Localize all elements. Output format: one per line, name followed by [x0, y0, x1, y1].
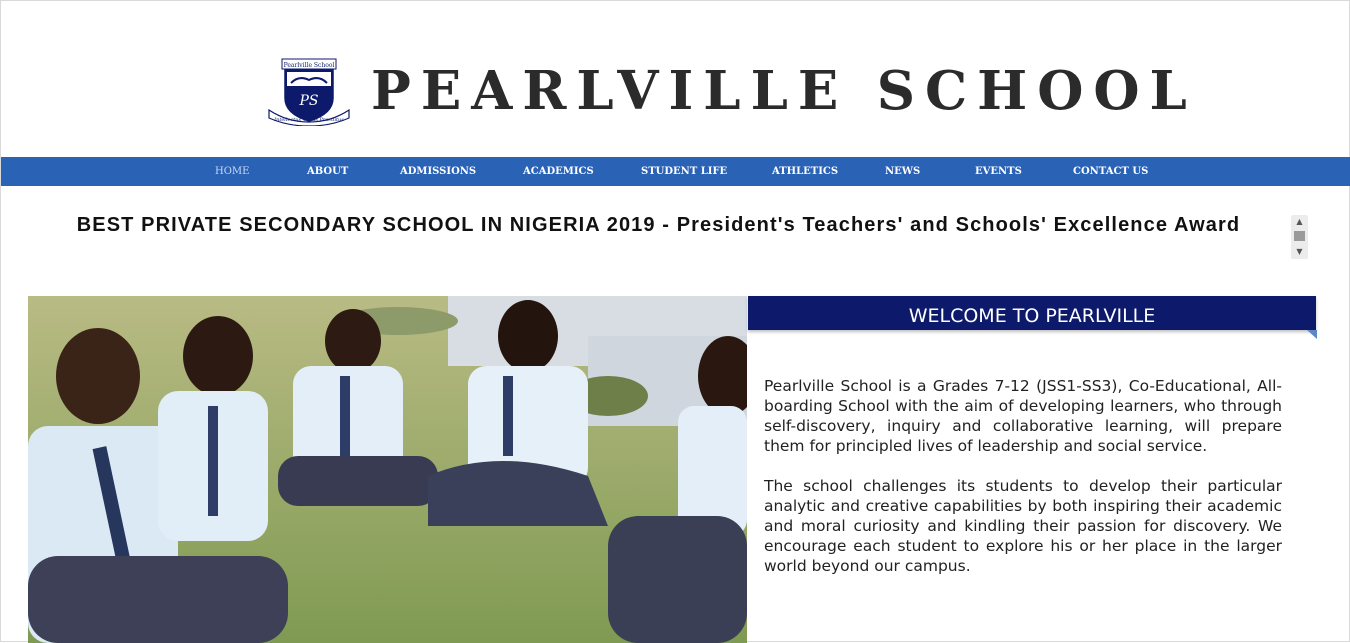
- nav-events[interactable]: EVENTS: [975, 166, 1022, 177]
- nav-about[interactable]: ABOUT: [307, 166, 349, 177]
- scroll-thumb[interactable]: [1294, 231, 1305, 241]
- site-title[interactable]: PEARLVILLE SCHOOL: [371, 60, 1197, 122]
- crest-motto: Intellectus Virtus Praeditus: [274, 117, 344, 123]
- main-nav: [1, 157, 1350, 186]
- nav-home[interactable]: HOME: [215, 166, 250, 177]
- award-banner-text: BEST PRIVATE SECONDARY SCHOOL IN NIGERIA 2019 - President's Teachers' and Schools' Excellence Award: [76, 214, 1241, 236]
- welcome-ribbon-fold: [1307, 330, 1317, 339]
- nav-athletics[interactable]: ATHLETICS: [772, 166, 839, 177]
- welcome-paragraph-2: The school challenges its students to develop their particular analytic and creative capabilities by both inspiring their academic and moral curiosity and kindling their passion for discovery. We encourage each student to explore his or her place in the larger world beyond our campus.: [764, 477, 1282, 575]
- nav-contact-us[interactable]: CONTACT US: [1073, 166, 1149, 177]
- site-header: [1, 1, 1350, 157]
- scroll-up-arrow-icon[interactable]: ▲: [1296, 217, 1303, 226]
- crest-top-text: Pearlville School: [283, 62, 335, 69]
- students-photo: [28, 296, 747, 643]
- school-crest-logo[interactable]: [267, 58, 351, 126]
- nav-student-life[interactable]: STUDENT LIFE: [641, 166, 728, 177]
- nav-news[interactable]: NEWS: [885, 166, 921, 177]
- welcome-heading: WELCOME TO PEARLVILLE: [748, 296, 1316, 330]
- welcome-text: [764, 376, 1282, 596]
- nav-academics[interactable]: ACADEMICS: [523, 166, 594, 177]
- award-scrollbar[interactable]: [1291, 215, 1308, 259]
- welcome-paragraph-1: Pearlville School is a Grades 7-12 (JSS1-SS3), Co-Educational, All-boarding School with the aim of developing learners, who through self-discovery, inquiry and collaborative learning, will prepare them for principled lives of leadership and social service.: [764, 377, 1282, 455]
- nav-admissions[interactable]: ADMISSIONS: [400, 166, 477, 177]
- crest-monogram: PS: [299, 93, 319, 109]
- scroll-down-arrow-icon[interactable]: ▼: [1296, 247, 1303, 256]
